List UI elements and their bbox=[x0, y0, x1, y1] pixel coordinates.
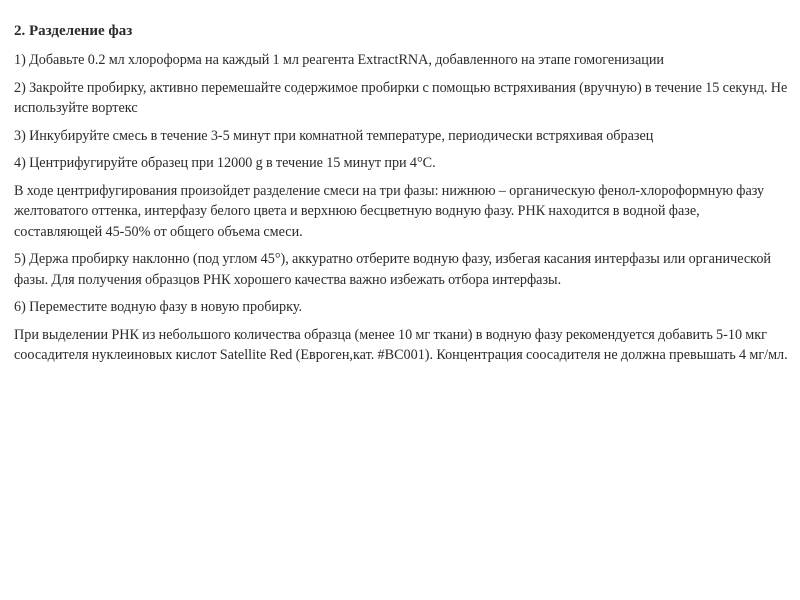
step-5-paragraph: 5) Держа пробирку наклонно (под углом 45°), аккуратно отберите водную фазу, избегая касания интерфазы или органической фазы. Для получения образцов РНК хорошего качества важно избежать отбора интерфазы. bbox=[14, 251, 772, 288]
step-6-paragraph: 6) Переместите водную фазу в новую пробирку. bbox=[14, 299, 303, 315]
step-3-paragraph: 3) Инкубируйте смесь в течение 3-5 минут при комнатной температуре, периодически встряхивая образец bbox=[14, 127, 654, 144]
step-2-paragraph: 2) Закройте пробирку, активно перемешайте содержимое пробирки с помощью встряхивания (вручную) в течение 15 секунд. Не используйте вортекс bbox=[14, 79, 788, 116]
coprecipitant-note-paragraph: При выделении РНК из небольшого количества образца (менее 10 мг ткани) в водную фазу рекомендуется добавить 5-10 мкг соосадителя нуклеиновых кислот Satellite Red (Евроген,кат. #BC001). Концентрация соосадителя не должна превышать 4 мг/мл. bbox=[14, 326, 788, 363]
phase-description-paragraph: В ходе центрифугирования произойдет разделение смеси на три фазы: нижнюю – органическую фенол-хлороформную фазу желтоватого оттенка, интерфазу белого цвета и верхнюю бесцветную водную фазу. РНК находится в водной фазе, составляющей 45-50% от общего объема смеси. bbox=[14, 182, 765, 240]
step-1-paragraph: 1) Добавьте 0.2 мл хлороформа на каждый 1 мл реагента ExtractRNA, добавленного на этапе гомогенизации bbox=[14, 52, 665, 68]
step-4-paragraph: 4) Центрифугируйте образец при 12000 g в течение 15 минут при 4°С. bbox=[14, 155, 436, 171]
section-heading: 2. Разделение фаз bbox=[14, 23, 133, 39]
